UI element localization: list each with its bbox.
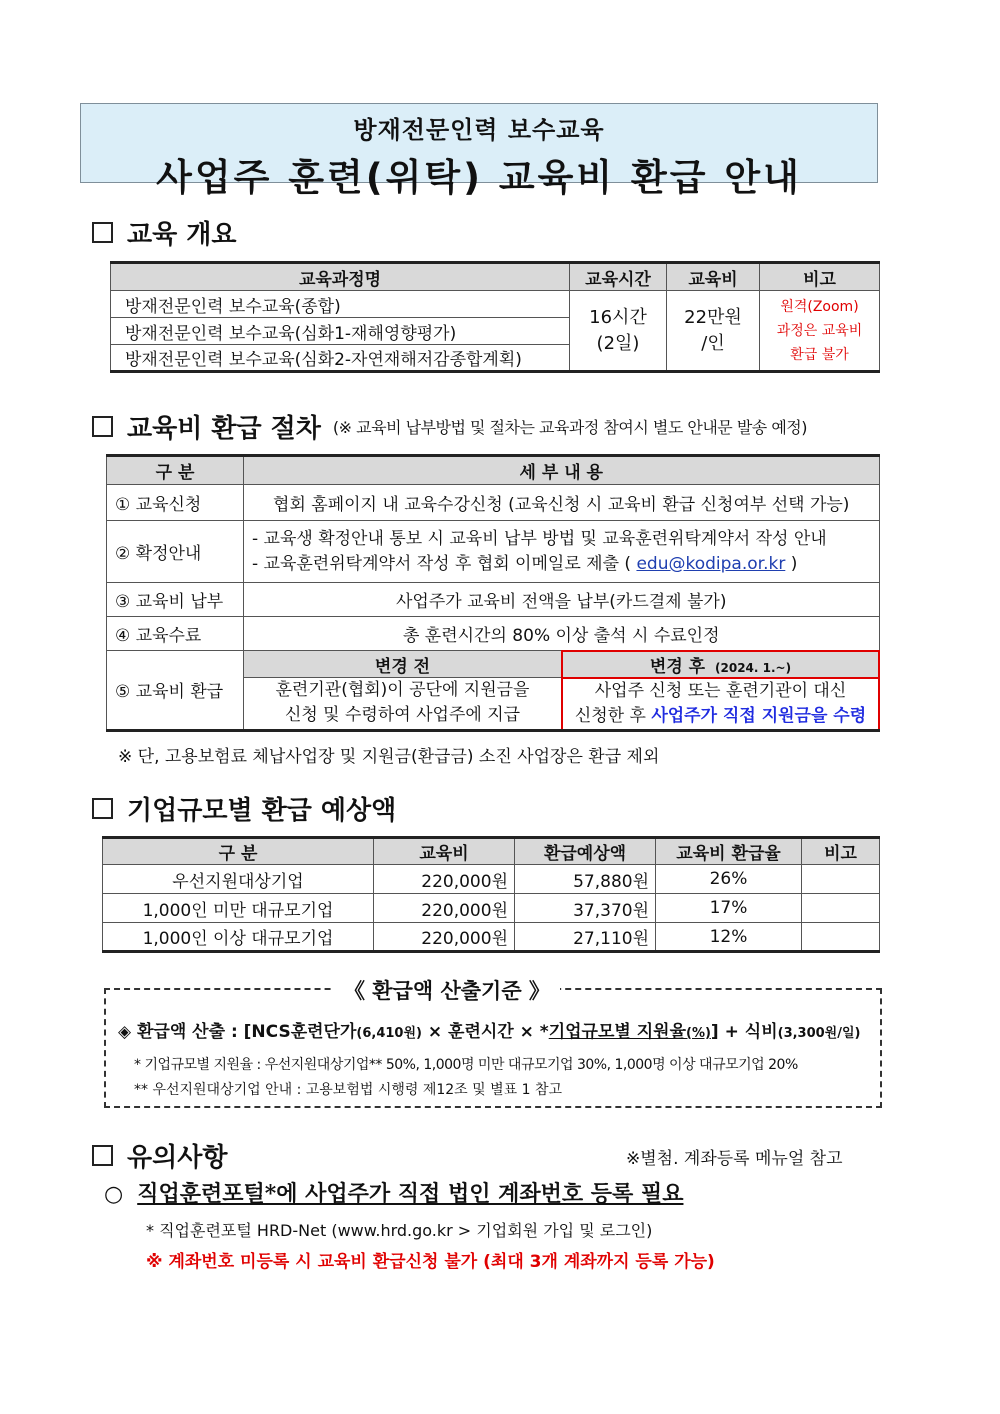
step2-line1: - 교육생 확정안내 통보 시 교육비 납부 방법 및 교육훈련위탁계약서 작성 안내 xyxy=(252,528,827,549)
section1-heading xyxy=(92,214,237,251)
col-detail: 세 부 내 용 xyxy=(244,456,880,485)
section2-heading xyxy=(92,408,807,445)
formula-rate-unit: (%) xyxy=(686,1026,711,1041)
formula-post: ] + 식비 xyxy=(710,1022,778,1042)
checkbox-icon xyxy=(92,416,113,437)
course-name: 방재전문인력 보수교육(심화2-자연재해저감종합계획) xyxy=(111,345,570,372)
step-label: ⑤ 교육비 환급 xyxy=(107,651,244,731)
after-header xyxy=(562,651,879,678)
checkbox-icon xyxy=(92,798,113,819)
after-line2-text: 신청한 후 xyxy=(574,705,652,726)
table-row xyxy=(103,894,880,923)
col-fee: 교육비 xyxy=(374,838,515,865)
section2-heading-text: 교육비 환급 절차 xyxy=(127,414,321,444)
cell-fee: 220,000원 xyxy=(374,923,515,952)
formula-mid: × 훈련시간 × * xyxy=(421,1022,549,1042)
formula-unit: (6,410원) xyxy=(356,1026,422,1041)
after-line2 xyxy=(563,704,878,729)
after-line1: 사업주 신청 또는 훈련기관이 대신 xyxy=(594,680,847,701)
col-category: 구 분 xyxy=(103,838,374,865)
notice-main xyxy=(104,1177,683,1208)
col-course: 교육과정명 xyxy=(111,263,570,291)
notice-warning: ※ 계좌번호 미등록 시 교육비 환급신청 불가 (최대 3개 계좌까지 등록 가능) xyxy=(146,1252,715,1272)
step2-line2 xyxy=(252,552,879,577)
formula xyxy=(118,1017,861,1042)
section4-heading-text: 유의사항 xyxy=(127,1143,228,1173)
step-text: 협회 홈페이지 내 교육수강신청 (교육신청 시 교육비 환급 신청여부 선택 가능) xyxy=(244,485,880,521)
cell-rate: 17% xyxy=(656,894,802,923)
col-note: 비고 xyxy=(802,838,880,865)
note-line: 원격(Zoom) xyxy=(780,298,859,315)
cell-fee: 220,000원 xyxy=(374,894,515,923)
col-rate: 교육비 환급율 xyxy=(656,838,802,865)
col-refund: 환급예상액 xyxy=(515,838,656,865)
checkbox-icon xyxy=(92,222,113,243)
step-label: ④ 교육수료 xyxy=(107,617,244,651)
section4-heading xyxy=(92,1137,227,1174)
fee-value: 22만원 xyxy=(684,306,742,328)
section1-heading-text: 교육 개요 xyxy=(127,220,237,250)
formula-text: ◈ 환급액 산출 : [NCS훈련단가 xyxy=(118,1022,357,1042)
procedure-footnote: ※ 단, 고용보험료 체납사업장 및 지원금(환급금) 소진 사업장은 환급 제외 xyxy=(118,747,660,767)
attachment-ref: ※별첨. 계좌등록 메뉴얼 참고 xyxy=(626,1149,843,1169)
cell-note xyxy=(802,865,880,894)
formula-rate: 기업규모별 지원율 xyxy=(548,1022,686,1042)
notice-main-text: 직업훈련포털*에 사업주가 직접 법인 계좌번호 등록 필요 xyxy=(137,1181,684,1207)
after-header-text: 변경 후 xyxy=(649,656,706,677)
document-title: 사업주 훈련(위탁) 교육비 환급 안내 xyxy=(156,156,802,199)
calc-note1: * 기업규모별 지원율 : 우선지원대상기업** 50%, 1,000명 미만 대규모기업 30%, 1,000명 이상 대규모기업 20% xyxy=(134,1057,798,1073)
col-fee: 교육비 xyxy=(667,263,760,291)
step-label: ① 교육신청 xyxy=(107,485,244,521)
col-hours: 교육시간 xyxy=(570,263,667,291)
document-subtitle: 방재전문인력 보수교육 xyxy=(353,116,605,144)
circle-bullet-icon: ○ xyxy=(104,1181,124,1207)
cell-rate: 26% xyxy=(656,865,802,894)
cell-note xyxy=(802,923,880,952)
calculation-title: 《 환급액 산출기준 》 xyxy=(334,975,560,1005)
section2-note: (※ 교육비 납부방법 및 절차는 교육과정 참여시 별도 안내문 발송 예정) xyxy=(332,418,807,437)
col-note: 비고 xyxy=(760,263,880,291)
step-label: ③ 교육비 납부 xyxy=(107,583,244,617)
before-text xyxy=(244,678,563,731)
step-text: 사업주가 교육비 전액을 납부(카드결제 불가) xyxy=(244,583,880,617)
section3-heading xyxy=(92,790,396,827)
course-name: 방재전문인력 보수교육(종합) xyxy=(111,291,570,318)
calc-note2: ** 우선지원대상기업 안내 : 고용보험법 시행령 제12조 및 별표 1 참고 xyxy=(134,1082,563,1098)
cell-category: 1,000인 이상 대규모기업 xyxy=(103,923,374,952)
course-name: 방재전문인력 보수교육(심화1-재해영향평가) xyxy=(111,318,570,345)
cell-category: 1,000인 미만 대규모기업 xyxy=(103,894,374,923)
hours-value: 16시간 xyxy=(589,306,647,328)
cell-refund: 57,880원 xyxy=(515,865,656,894)
table-row xyxy=(103,865,880,894)
note-line: 환급 불가 xyxy=(790,346,849,363)
step-text xyxy=(244,521,880,583)
before-line: 훈련기관(협회)이 공단에 지원금을 xyxy=(275,680,530,701)
course-note xyxy=(760,291,880,372)
formula-meal: (3,300원/일) xyxy=(777,1026,861,1041)
step-label: ② 확정안내 xyxy=(107,521,244,583)
checkbox-icon xyxy=(92,1145,113,1166)
fee-unit: /인 xyxy=(701,332,725,354)
overview-table xyxy=(110,261,880,373)
cell-note xyxy=(802,894,880,923)
after-text xyxy=(562,678,879,731)
cell-refund: 37,370원 xyxy=(515,894,656,923)
table-row xyxy=(103,923,880,952)
step2-line2-end: ) xyxy=(790,553,798,574)
after-line2-bold: 사업주가 직접 지원금을 수령 xyxy=(651,705,867,726)
course-fee xyxy=(667,291,760,372)
section3-heading-text: 기업규모별 환급 예상액 xyxy=(127,796,397,826)
before-header: 변경 전 xyxy=(244,651,563,678)
after-date: (2024. 1.~) xyxy=(715,660,792,675)
cell-refund: 27,110원 xyxy=(515,923,656,952)
days-value: (2일) xyxy=(596,332,640,354)
email-link[interactable]: edu@kodipa.or.kr xyxy=(636,553,786,574)
cell-rate: 12% xyxy=(656,923,802,952)
note-line: 과정은 교육비 xyxy=(776,322,863,339)
col-category: 구 분 xyxy=(107,456,244,485)
step2-line2-text: - 교육훈련위탁계약서 작성 후 협회 이메일로 제출 ( xyxy=(252,553,632,574)
title-box xyxy=(80,103,878,199)
refund-table xyxy=(102,836,880,953)
procedure-table xyxy=(106,454,880,732)
course-hours xyxy=(570,291,667,372)
notice-sub: * 직업훈련포털 HRD-Net (www.hrd.go.kr > 기업회원 가입 및 로그인) xyxy=(146,1221,653,1240)
step-text: 총 훈련시간의 80% 이상 출석 시 수료인정 xyxy=(244,617,880,651)
before-line: 신청 및 수령하여 사업주에 지급 xyxy=(284,705,521,726)
cell-fee: 220,000원 xyxy=(374,865,515,894)
cell-category: 우선지원대상기업 xyxy=(103,865,374,894)
